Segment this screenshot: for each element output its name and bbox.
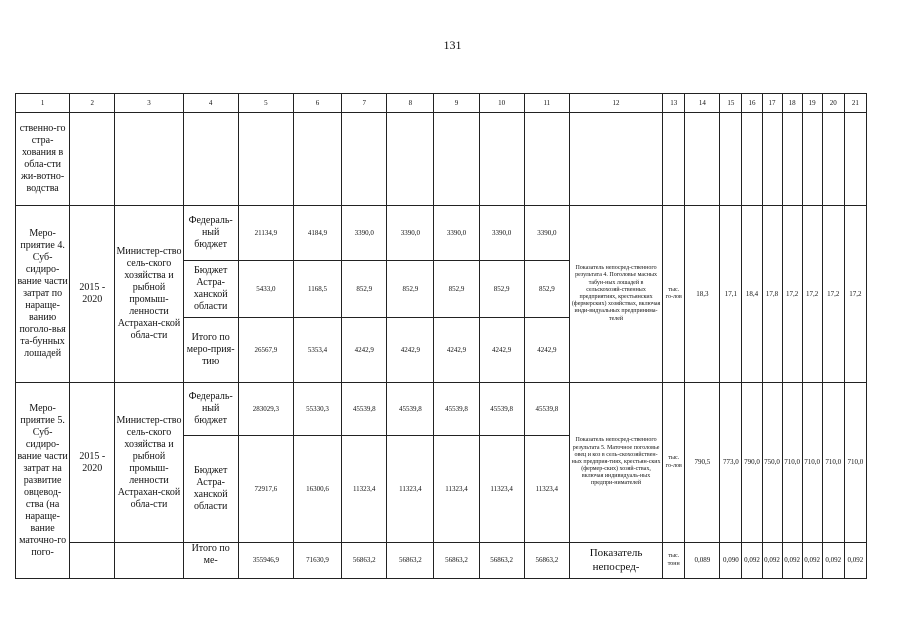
- amount-cell: 21134,9: [238, 206, 293, 261]
- target-cell: 18,4: [742, 206, 762, 383]
- col-number: 12: [569, 94, 662, 113]
- amount-cell: 26567,9: [238, 318, 293, 383]
- event-5-period: 2015 - 2020: [70, 383, 115, 543]
- amount-cell: 3390,0: [434, 206, 479, 261]
- target-cell: 17,2: [802, 206, 822, 383]
- amount-cell: 355946,9: [238, 543, 293, 579]
- funding-source: Итого по ме-: [183, 543, 238, 579]
- event-4-unit: тыс. го-лов: [663, 206, 685, 383]
- table-row: [16, 543, 867, 579]
- target-cell: 0,092: [782, 543, 802, 579]
- target-cell: 750,0: [762, 383, 782, 543]
- col-number: 21: [844, 94, 866, 113]
- col-number: 4: [183, 94, 238, 113]
- target-cell: 710,0: [802, 383, 822, 543]
- amount-cell: 4242,9: [479, 318, 524, 383]
- event-5-unit: тыс. го-лов: [663, 383, 685, 543]
- col-number: 9: [434, 94, 479, 113]
- event-5-indicator-2: Показатель непосред-: [569, 543, 662, 579]
- amount-cell: 56863,2: [342, 543, 387, 579]
- col-number: 3: [115, 94, 183, 113]
- amount-cell: 852,9: [479, 261, 524, 318]
- amount-cell: 56863,2: [479, 543, 524, 579]
- col-number: 16: [742, 94, 762, 113]
- amount-cell: 283029,3: [238, 383, 293, 436]
- funding-source: Федераль-ный бюджет: [183, 383, 238, 436]
- funding-source: Итого по меро-прия-тию: [183, 318, 238, 383]
- col-number: 7: [342, 94, 387, 113]
- target-cell: 17,2: [844, 206, 866, 383]
- event-5-indicator: Показатель непосред-ственного результата 5. Маточное поголовье овец и коз в сель-скохозяйствен-ных предприя-тиях, крестьян-ских (фермер-ских) хозяй-ствах, включая индивидуаль-ных предпри-нимателей: [569, 383, 662, 543]
- col-number: 15: [720, 94, 742, 113]
- target-cell: 18,3: [685, 206, 720, 383]
- col-number: 17: [762, 94, 782, 113]
- event-4-indicator: Показатель непосред-ственного результата 4. Поголовье масных табун-ных лошадей в сельскохозяй-ственных предприятиях, крестьянских (фермерских) хозяйствах, включая инди-видуальных предпринима-телей: [569, 206, 662, 383]
- event-5-name: Меро-приятие 5. Суб-сидиро-вание части затрат на развитие овцевод-ства (на нараще-вание маточно-го пого-: [16, 383, 70, 579]
- amount-cell: 3390,0: [479, 206, 524, 261]
- amount-cell: 45539,8: [479, 383, 524, 436]
- amount-cell: 56863,2: [434, 543, 479, 579]
- amount-cell: 11323,4: [387, 436, 434, 543]
- col-number: 11: [524, 94, 569, 113]
- amount-cell: 45539,8: [524, 383, 569, 436]
- page-number: 131: [443, 38, 462, 52]
- amount-cell: 45539,8: [434, 383, 479, 436]
- amount-cell: 4242,9: [342, 318, 387, 383]
- amount-cell: 11323,4: [342, 436, 387, 543]
- amount-cell: 11323,4: [524, 436, 569, 543]
- amount-cell: 4242,9: [387, 318, 434, 383]
- col-number: 2: [70, 94, 115, 113]
- amount-cell: 852,9: [434, 261, 479, 318]
- funding-source: Федераль-ный бюджет: [183, 206, 238, 261]
- target-cell: 17,1: [720, 206, 742, 383]
- amount-cell: 11323,4: [479, 436, 524, 543]
- table-row: [16, 206, 867, 261]
- amount-cell: 56863,2: [524, 543, 569, 579]
- target-cell: 710,0: [822, 383, 844, 543]
- amount-cell: 1168,5: [293, 261, 341, 318]
- amount-cell: 3390,0: [524, 206, 569, 261]
- amount-cell: 11323,4: [434, 436, 479, 543]
- amount-cell: 45539,8: [342, 383, 387, 436]
- amount-cell: 16300,6: [293, 436, 341, 543]
- col-number: 20: [822, 94, 844, 113]
- target-cell: 0,090: [720, 543, 742, 579]
- funding-source: Бюджет Астра-ханской области: [183, 436, 238, 543]
- col-number: 6: [293, 94, 341, 113]
- target-cell: 773,0: [720, 383, 742, 543]
- amount-cell: 71630,9: [293, 543, 341, 579]
- col-number: 14: [685, 94, 720, 113]
- amount-cell: 5353,4: [293, 318, 341, 383]
- amount-cell: 72917,6: [238, 436, 293, 543]
- event-4-executor: Министер-ство сель-ского хозяйства и рыбной промыш-ленности Астрахан-ской обла-сти: [115, 206, 183, 383]
- amount-cell: 852,9: [387, 261, 434, 318]
- continuation-row: [16, 113, 867, 206]
- target-cell: 0,092: [762, 543, 782, 579]
- amount-cell: 5433,0: [238, 261, 293, 318]
- target-cell: 710,0: [782, 383, 802, 543]
- amount-cell: 4184,9: [293, 206, 341, 261]
- col-number: 13: [663, 94, 685, 113]
- target-cell: 0,092: [802, 543, 822, 579]
- target-cell: 0,092: [844, 543, 866, 579]
- column-number-row: [16, 94, 867, 113]
- target-cell: 0,089: [685, 543, 720, 579]
- target-cell: 710,0: [844, 383, 866, 543]
- amount-cell: 55330,3: [293, 383, 341, 436]
- amount-cell: 56863,2: [387, 543, 434, 579]
- amount-cell: 852,9: [524, 261, 569, 318]
- funding-source: Бюджет Астра-ханской области: [183, 261, 238, 318]
- target-cell: 17,2: [822, 206, 844, 383]
- amount-cell: 3390,0: [342, 206, 387, 261]
- target-cell: 17,2: [782, 206, 802, 383]
- program-table: [15, 93, 867, 579]
- col-number: 8: [387, 94, 434, 113]
- target-cell: 0,092: [742, 543, 762, 579]
- event-4-name: Меро-приятие 4. Суб-сидиро-вание части затрат по нараще-ванию поголо-вья та-бунных лошадей: [16, 206, 70, 383]
- target-cell: 790,5: [685, 383, 720, 543]
- table-row: [16, 383, 867, 436]
- col-number: 1: [16, 94, 70, 113]
- event-5-executor: Министер-ство сель-ского хозяйства и рыбной промыш-ленности Астрахан-ской обла-сти: [115, 383, 183, 543]
- amount-cell: 852,9: [342, 261, 387, 318]
- continuation-text: ственно-го стра-хования в обла-сти жи-вотно-водства: [16, 113, 70, 206]
- event-4-period: 2015 - 2020: [70, 206, 115, 383]
- amount-cell: 4242,9: [524, 318, 569, 383]
- col-number: 5: [238, 94, 293, 113]
- amount-cell: 3390,0: [387, 206, 434, 261]
- amount-cell: 4242,9: [434, 318, 479, 383]
- col-number: 10: [479, 94, 524, 113]
- target-cell: 790,0: [742, 383, 762, 543]
- col-number: 19: [802, 94, 822, 113]
- event-5-unit-2: тыс. тонн: [663, 543, 685, 579]
- col-number: 18: [782, 94, 802, 113]
- target-cell: 17,8: [762, 206, 782, 383]
- target-cell: 0,092: [822, 543, 844, 579]
- amount-cell: 45539,8: [387, 383, 434, 436]
